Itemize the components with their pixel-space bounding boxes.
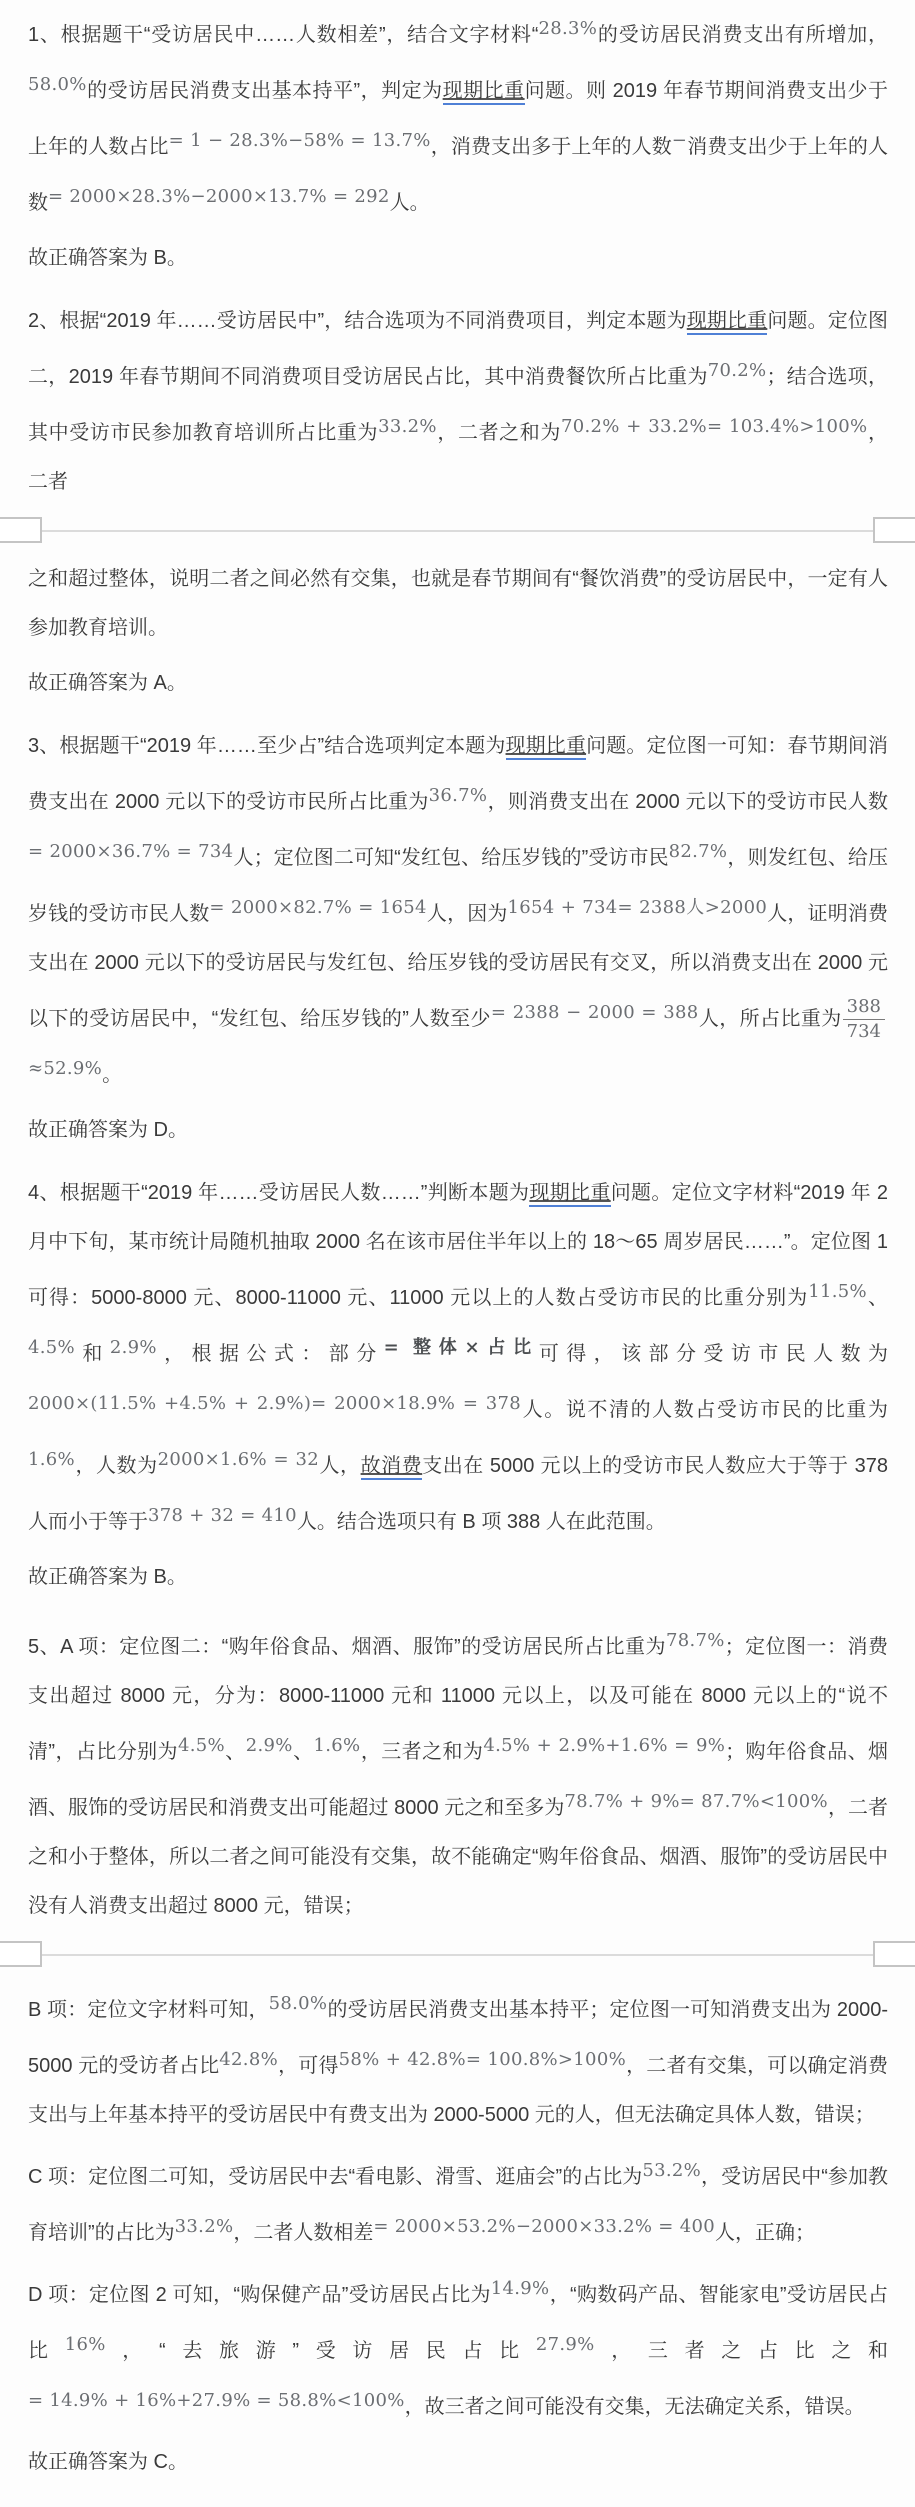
page-break [0, 1937, 915, 1973]
answer-line: 故正确答案为 C。 [28, 2451, 188, 2473]
text-run: 问题。定位文字材料“2019 年 2 月中下旬，某市统计局随机抽取 2000 名在该市居住半年以上的 18～65 周岁居民……”。定位图 1 可得：5000-8000 元、8000-11000 元、11000 元以上的人数占受访市民的比重分别为 [28, 1182, 889, 1309]
text-run: D 项：定位图 2 可知，“购保健产品”受访居民占比为 [28, 2284, 491, 2306]
text-run: 人，正确； [714, 2222, 815, 2244]
answer-line: 故正确答案为 B。 [28, 247, 187, 269]
text-run: ，则发红包、给压岁钱的受访市民人数 [28, 847, 888, 925]
text-run: ，“购数码产品、智能家电”受访居民占比 [28, 2284, 888, 2362]
formula: 2000×1.6% = 32 [157, 1449, 319, 1470]
text-run: 人；定位图二可知“发红包、给压岁钱的”受访市民 [233, 847, 669, 869]
paragraph [28, 4, 888, 228]
text-run: 问题。定位图二，2019 年春节期间不同消费项目受访居民占比，其中消费餐饮所占比重为 [28, 310, 889, 388]
text-run: 4、根据题干“2019 年……受访居民人数……”判断本题为 [28, 1182, 530, 1204]
formula: 58.0% [268, 1993, 328, 2014]
paragraph [28, 1169, 888, 1547]
formula: 4.5% + 2.9%+1.6% = 9% [483, 1735, 726, 1756]
highlighted-term: 现期比重 [529, 1182, 610, 1207]
page-break-corner-left [0, 1941, 42, 1967]
formula: 1.6% [313, 1735, 361, 1756]
text-run: 3、根据题干“2019 年……至少占”结合选项判定本题为 [28, 735, 506, 757]
text-run: 问题。则 2019 年春节期间消费支出少于上年的人数占比 [28, 80, 888, 158]
formula: 28.3% [538, 18, 598, 39]
formula: = 2000×53.2%−2000×33.2% = 400 [373, 2216, 715, 2237]
formula: 42.8% [219, 2049, 278, 2070]
text-run: ，二者 [28, 422, 889, 493]
text-run: 的受访居民消费支出基本持平”，判定为 [86, 80, 443, 102]
formula: 58% + 42.8%= 100.8%>100% [338, 2049, 626, 2070]
text-run: 人。 [389, 192, 430, 214]
formula: = 2000×36.7% = 734 [28, 841, 234, 862]
formula: ≈52.9% [28, 1058, 103, 1079]
text-run: 1、根据题干“受访居民中……人数相差”，结合文字材料“ [28, 24, 539, 46]
formula: 2000×(11.5% +4.5% + 2.9%)= 2000×18.9% = 378 [28, 1393, 522, 1414]
formula: 70.2% + 33.2%= 103.4%>100% [560, 416, 868, 437]
paragraph [28, 2146, 888, 2258]
text-run: C 项：定位图二可知，受访居民中去“看电影、滑雪、逛庙会”的占比为 [28, 2166, 643, 2188]
text-run: ，二者之和小于整体，所以二者之间可能没有交集，故不能确定“购年俗食品、烟酒、服饰”的受访居民中没有人消费支出超过 8000 元，错误； [28, 1797, 888, 1917]
paragraph [28, 555, 888, 653]
text-run: 人， [318, 1455, 361, 1477]
formula: 4.5% [28, 1337, 75, 1358]
page-break-line [0, 1954, 915, 1956]
text-run: 问题。定位图一可知：春节期间消费支出在 2000 元以下的受访市民所占比重为 [28, 735, 889, 813]
highlighted-term: 现期比重 [687, 310, 768, 335]
formula: 1.6% [28, 1449, 75, 1470]
paragraph [28, 1616, 888, 1931]
page-break-corner-left [0, 517, 42, 543]
text-run: 和 [74, 1343, 110, 1365]
text-run: 可得，该部分受访市民人数为 [538, 1343, 889, 1365]
formula: 1654 + 734= 2388人>2000 [507, 897, 768, 918]
page-break-corner-right [873, 1941, 915, 1967]
formula: 36.7% [428, 785, 488, 806]
text-run: ，“去旅游”受访居民占比 [105, 2340, 536, 2362]
formula: 58.0% [28, 74, 87, 95]
text-run: ；定位图一：消费支出超过 8000 元，分为：8000-11000 元和 11000 元以上，以及可能在 8000 元以上的“说不清”，占比分别为 [28, 1636, 888, 1763]
formula: 53.2% [642, 2160, 702, 2181]
text-run: ，消费支出多于上年的人数 [430, 136, 672, 158]
formula: 16% [64, 2334, 106, 2355]
formula: 4.5% [177, 1735, 225, 1756]
formula: = 2000×82.7% = 1654 [209, 897, 427, 918]
text-run: 。 [102, 1064, 123, 1086]
text-run: 人，所占比重为 [698, 1008, 842, 1030]
formula: = 1 − 28.3%−58% = 13.7% [168, 130, 431, 151]
highlighted-term: 故消费 [361, 1455, 423, 1480]
text-run: B 项：定位文字材料可知， [28, 1999, 269, 2021]
answer-line: 故正确答案为 B。 [28, 1566, 187, 1588]
highlighted-term: 现期比重 [506, 735, 587, 760]
text-run: 、 [224, 1741, 246, 1763]
highlighted-term: 现期比重 [443, 80, 525, 105]
text-run: 支出在 5000 元以上的受访市民人数应大于等于 378 人而小于等于 [28, 1455, 889, 1533]
text-run: 的受访居民消费支出有所增加， [597, 24, 888, 46]
paragraph [28, 722, 888, 1100]
formula: 2.9% [109, 1337, 157, 1358]
formula: 82.7% [668, 841, 728, 862]
text-run: 5、A 项：定位图二：“购年俗食品、烟酒、服饰”的受访居民所占比重为 [28, 1636, 666, 1658]
page-break-line [0, 530, 915, 532]
text-run: ，可得 [277, 2055, 339, 2077]
paragraph [28, 1979, 888, 2140]
formula: 27.9% [535, 2334, 595, 2355]
text-run: ，受访居民中“参加教育培训”的占比为 [28, 2166, 888, 2244]
text-run: 消费支出少于上年的人数 [28, 136, 889, 214]
text-run: 人，证明消费支出在 2000 元以下的受访居民与发红包、给压岁钱的受访居民有交叉，所以消费支出在 2000 元以下的受访居民中，“发红包、给压岁钱的”人数至少 [28, 903, 889, 1030]
text-run: 、 [866, 1287, 888, 1309]
page-break [0, 513, 915, 549]
text-run: ，故三者之间可能没有交集，无法确定关系，错误。 [404, 2396, 865, 2418]
answer-line: 故正确答案为 A。 [28, 672, 187, 694]
formula: 33.2% [378, 416, 437, 437]
formula: 2.9% [245, 1735, 293, 1756]
text-run: 2、根据“2019 年……受访居民中”，结合选项为不同消费项目，判定本题为 [28, 310, 687, 332]
text-run: ，人数为 [74, 1455, 158, 1477]
text-run: 人。说不清的人数占受访市民的比重为 [521, 1399, 888, 1421]
paragraph [28, 297, 888, 507]
formula: 33.2% [174, 2216, 234, 2237]
formula: 378 + 32 = 410 [148, 1505, 297, 1526]
formula: 14.9% [490, 2278, 550, 2299]
fraction: $\frac{388}{734}$ [843, 996, 885, 1042]
answer-line: 故正确答案为 D。 [28, 1119, 188, 1141]
paragraph [28, 2264, 888, 2432]
text-run: 的受访居民消费支出基本持平；定位图一可知消费支出为 2000-5000 元的受访者占比 [28, 1999, 888, 2077]
page-break-corner-right [873, 517, 915, 543]
formula: 70.2% [707, 360, 767, 381]
formula-bold: = 整体×占比 [383, 1337, 539, 1358]
text-run: ；结合选项，其中受访市民参加教育培训所占比重为 [28, 366, 888, 444]
text-run: ，则消费支出在 2000 元以下的受访市民人数 [487, 791, 888, 813]
text-run: 人。结合选项只有 B 项 388 人在此范围。 [296, 1511, 666, 1533]
text-run: 人，因为 [426, 903, 508, 925]
formula: 11.5% [808, 1281, 867, 1302]
formula: 78.7% [665, 1630, 725, 1651]
text-run: ，二者人数相差 [233, 2222, 374, 2244]
formula: = 14.9% + 16%+27.9% = 58.8%<100% [28, 2390, 405, 2411]
text-run: ，根据公式：部分 [156, 1343, 384, 1365]
formula: = 2000×28.3%−2000×13.7% = 292 [48, 186, 390, 207]
formula: − [671, 130, 688, 151]
text-run: 之和超过整体，说明二者之间必然有交集，也就是春节期间有“餐饮消费”的受访居民中，一定有人参加教育培训。 [28, 568, 888, 639]
text-run: ，三者之占比之和 [594, 2340, 889, 2362]
formula: 78.7% + 9%= 87.7%<100% [564, 1791, 828, 1812]
formula: = 2388 − 2000 = 388 [490, 1002, 699, 1023]
text-run: ，二者之和为 [436, 422, 561, 444]
text-run: ；购年俗食品、烟酒、服饰的受访居民和消费支出可能超过 8000 元之和至多为 [28, 1741, 889, 1819]
text-run: 、 [292, 1741, 314, 1763]
text-run: ，三者之和为 [360, 1741, 484, 1763]
text-run: ，二者有交集，可以确定消费支出与上年基本持平的受访居民中有费支出为 2000-5000 元的人，但无法确定具体人数，错误； [28, 2055, 889, 2126]
